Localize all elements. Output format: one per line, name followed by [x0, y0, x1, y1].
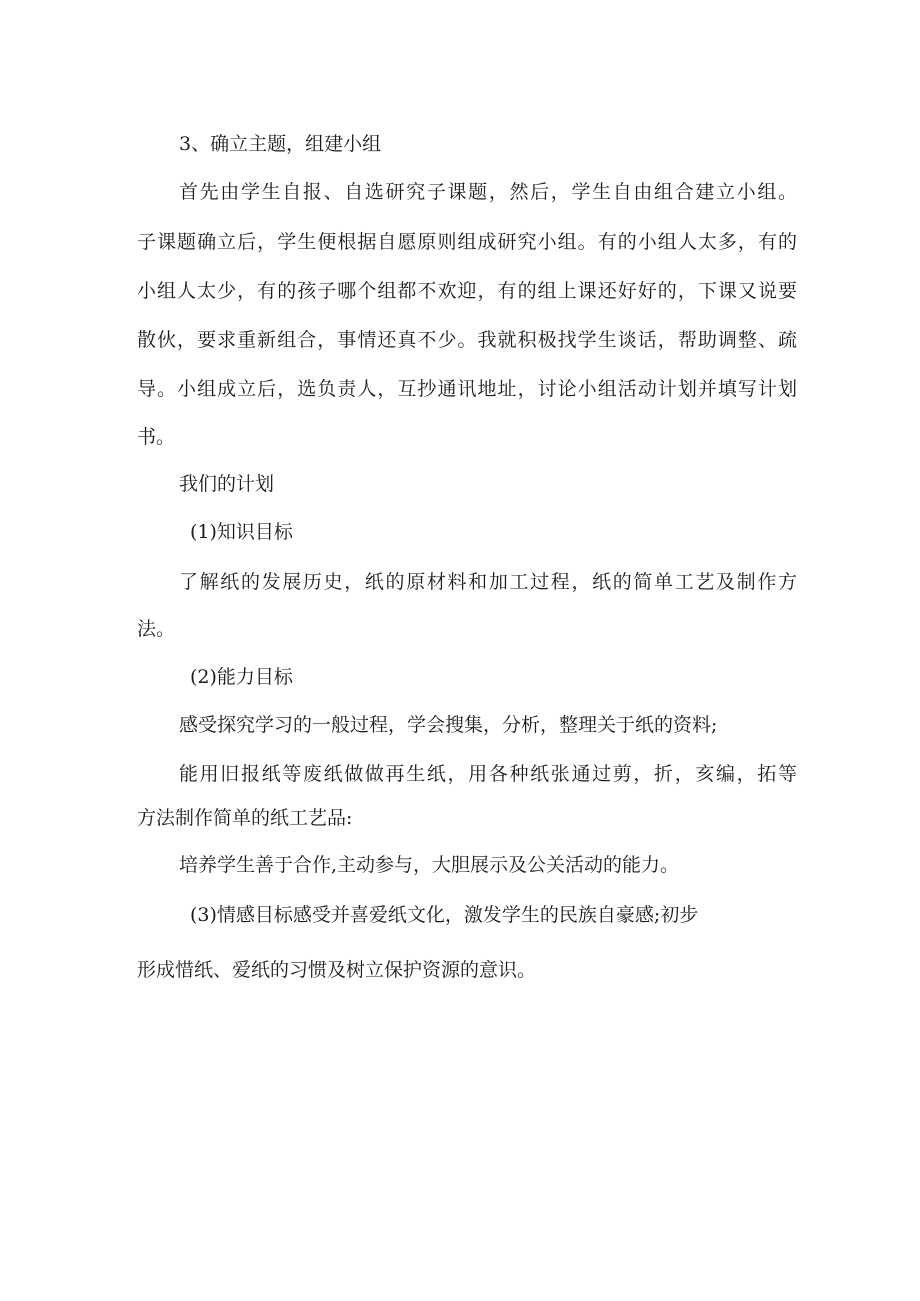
goal1-text-line: 法。	[137, 618, 176, 640]
paragraph-line: 首先由学生自报、自选研究子课题，然后，学生自由组合建立小组。	[179, 181, 797, 203]
paragraph-line: 小组人太少，有的孩子哪个组都不欢迎，有的组上课还好好的，下课又说要	[137, 280, 797, 302]
goal2-item-line: 能用旧报纸等废纸做做再生纸，用各种纸张通过剪，折，亥编，拓等	[179, 763, 797, 785]
goal1-text-line: 了解纸的发展历史，纸的原材料和加工过程，纸的简单工艺及制作方	[179, 571, 797, 593]
paragraph-line: 导。小组成立后，选负责人，互抄通讯地址，讨论小组活动计划并填写计划	[137, 378, 797, 400]
paragraph-line: 子课题确立后，学生便根据自愿原则组成研究小组。有的小组人太多，有的	[137, 231, 797, 253]
section-heading: 3、确立主题，组建小组	[179, 133, 382, 155]
paragraph-line: 散伙，要求重新组合，事情还真不少。我就积极找学生谈话，帮助调整、疏	[137, 329, 797, 351]
plan-title: 我们的计划	[179, 473, 275, 495]
goal2-item-line: 方法制作简单的纸工艺品:	[137, 807, 353, 829]
goal1-title: (1)知识目标	[190, 521, 293, 543]
paragraph-line: 书。	[137, 426, 176, 448]
goal2-item: 培养学生善于合作,主动参与，大胆展示及公关活动的能力。	[179, 854, 680, 876]
goal2-title: (2)能力目标	[190, 666, 293, 688]
goal3-line: 形成惜纸、爱纸的习惯及树立保护资源的意识。	[137, 959, 537, 981]
goal3-line: (3)情感目标感受并喜爱纸文化，激发学生的民族自豪感;初步	[190, 904, 699, 926]
goal2-item: 感受探究学习的一般过程，学会搜集，分析，整理关于纸的资料;	[179, 714, 718, 736]
